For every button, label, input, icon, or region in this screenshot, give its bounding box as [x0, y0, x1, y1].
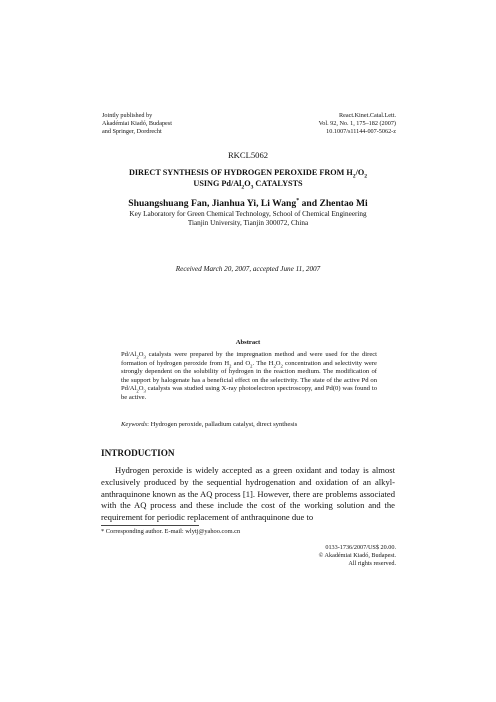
- copyright-block: 0133-1736/2007/US$ 20.00. © Akadémiai Kiadó, Budapest. All rights reserved.: [318, 544, 396, 568]
- abstract-heading: Abstract: [235, 339, 261, 346]
- keywords: [121, 421, 377, 430]
- footnote-divider: [101, 525, 199, 526]
- publisher-line: Akadémiai Kiadó, Budapest: [102, 120, 172, 127]
- abstract-text: $Pd/Al_2O_3$ catalysts were prepared by the impregnation method and were used for the direct formation of hydrogen peroxide from $H_2$ and $O_2$. The $H_2O_2$ concentration and selectivity were strongly dependent on the solubility of hydrogen in the reaction medium. The modification of the support by halogenate has a beneficial effect on the selectivity. The state of the active Pd on $Pd/Al_2O_3$ catalysts was studied using X-ray photoelectron spectroscopy, and Pd(0) was found to be active.: [121, 351, 377, 401]
- doi: 10.1007/s11144-007-5062-z: [326, 128, 396, 135]
- keywords-label: Keywords: [121, 421, 148, 428]
- publisher-info: [102, 112, 262, 136]
- section-heading-introduction: INTRODUCTION: [101, 448, 175, 458]
- publisher-line: Jointly published by: [102, 112, 153, 119]
- article-code: RKCL5062: [227, 150, 269, 160]
- keywords-text: : Hydrogen peroxide, palladium catalyst, direct synthesis: [147, 421, 298, 428]
- affiliation: Key Laboratory for Green Chemical Technology, School of Chemical Engineering Tianjin University, Tianjin 300072, China: [129, 210, 367, 227]
- paper-title: [60, 168, 436, 189]
- title-line-2: USING $Pd/Al_2O_3$ CATALYSTS: [193, 178, 303, 191]
- corresponding-mark: *: [296, 198, 300, 204]
- received-date: Received March 20, 2007, accepted June 11, 2007: [175, 265, 321, 273]
- title-line-1: DIRECT SYNTHESIS OF HYDROGEN PEROXIDE FROM $H_2/O_2$: [128, 168, 368, 180]
- journal-name: React.Kinet.Catal.Lett.: [338, 112, 396, 119]
- author-list: Shuangshuang Fan, Jianhua Yi, Li Wang* and Zhentao Mi: [128, 198, 368, 210]
- journal-volume: Vol. 92, No. 1, 175–182 (2007): [318, 120, 396, 127]
- publisher-line: and Springer, Dordrecht: [102, 128, 162, 135]
- introduction-paragraph: Hydrogen peroxide is widely accepted as a green oxidant and today is almost exclusively produced by the sequential hydrogenation and oxidation of an alkyl-anthraquinone known as the AQ process [1]. However, there are problems associated with the AQ process and these include the cost of the working solution and the requirement for periodic replacement of anthraquinone due to: [101, 465, 395, 523]
- journal-info: [256, 112, 396, 136]
- footnote-corresponding-author: * Corresponding author. E-mail: wlytj@yahoo.com.cn: [101, 528, 241, 535]
